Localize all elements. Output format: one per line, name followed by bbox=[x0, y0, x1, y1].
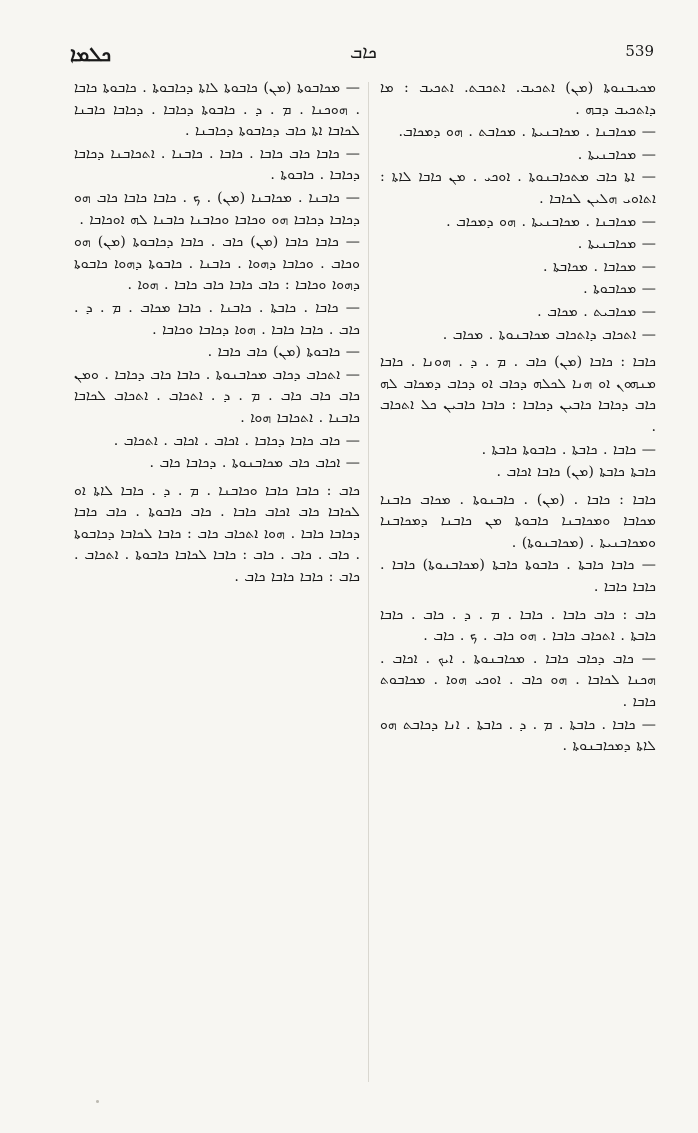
entry-paragraph: — ܟܐܒܐ . ܟܐܒܬܐ . ܟܐܒܢܐ . ܟܐܒܐ ܡܟܐܒ . ܡ . ܕ . ܟܐܒ . ܟܐܒܐ ܟܐܒܐ . ܗܘܐ ܕܟܐܒܐ ܘܟܐܒܐ . bbox=[74, 299, 360, 338]
entry-paragraph: — ܡܟܐܒܢܝܬܐ . bbox=[577, 236, 656, 253]
entry-headword-paragraph: ܟܐܒ : ܟܐܒܐ ܟܐܒܐ ܘܟܐܒܢܐ . ܡ . ܕ . ܟܐܒܐ ܠܐܬܐ ܐܘ ܠܟܐܒܐ ܟܐܒ ܐܟܐܒ ܟܐܒܐ . ܟܐܒ ܟܐܒܘܬܐ . ܟܐܒ ܟܐܒܐ ܕܟܐܒܐ ܟܐܒܐ . ܗܘܐ ܐܬܟܐܒ ܟܐܒ : ܟܐܒܐ ܠܟܐܒܐ ܕܟܐܒܘܬܐ . ܟܐܒ . ܟܐܒ . ܟܐܒ : ܟܐܒܐ ܠܟܐܒܐ ܟܐܒܘܬܐ . ܐܬܟܐܒ . ܟܐܒ : ܟܐܒܐ ܟܐܒܐ ܟܐܒ . bbox=[74, 482, 360, 586]
entry-paragraph: — ܐܬܟܐܒ ܕܟܐܒ ܡܟܐܒܢܘܬܐ . ܟܐܒܐ ܟܐܒ ܕܟܐܒܐ . ܘܡܢ ܟܐܒ ܟܐܒ ܟܐܒ . ܡ . ܕ . ܐܬܟܐܒ . ܐܬܟܐܒ ܠܟܐܒܐ ܟܐܒܢܐ . ܐܬܟܐܒܐ ܗܘܐ . bbox=[74, 366, 360, 426]
entry-paragraph: — ܟܐܒܐ . ܟܐܒܬܐ . ܟܐܒܘܬܐ ܟܐܒܬܐ . bbox=[481, 441, 656, 458]
entry-paragraph: — ܐܬܐ ܟܐܒ ܡܬܟܐܒܢܘܬܐ . ܐܘܟܝ . ܡܢ ܟܐܒܐ ܠܐܬܐ : ܐܬܐܘܝ ܗܠܝܢ ܠܟܐܒܐ . bbox=[380, 169, 656, 207]
entry-paragraph: — ܟܐܒ ܕܟܐܒ ܟܐܒܐ . ܡܟܐܒܢܘܬܐ . ܐܝܟ . ܐܟܐܒ . ܗܟܢܐ ܠܟܐܒܐ . ܗܘ ܟܐܒ . ܐܘܟܝ ܗܘܐ . ܡܟܐܒܘܬ ܟܐܒܐ . bbox=[380, 650, 656, 711]
column-divider bbox=[368, 82, 369, 1082]
entry-paragraph: ܡܟܝܒܢܘܬܐ (ܡܢ) ܐܬܟܝܒ. ܐܬܟܒܬ. ܐܬܟܝܒ : ܡܐ ܕܐܬܟܝܒ ܕܒܗ . bbox=[380, 80, 656, 118]
entry-paragraph: — ܡܟܐܒܐ . ܡܟܐܒܬܐ . bbox=[542, 258, 656, 275]
entry-headword-paragraph: ܟܐܒܐ : ܟܐܒܐ (ܡܢ) ܟܐܒ . ܡ . ܕ . ܗܘܢܐ . ܟܐܒܐ ܡܢܗܘܢ ܐܘ ܗܢܐ ܠܟܠܗ ܕܟܐܒ ܐܘ ܕܟܐܒ ܕܡܟܐܒ ܠܗ ܟܐܒ ܕܟܐܒܐ ܟܐܒܝܢ ܕܟܐܒܐ : ܟܐܒܐ ܟܐܒܝܢ ܟܠ ܐܬܟܐܒ . bbox=[380, 354, 656, 435]
entry-paragraph: — ܟܐܒܢܐ . ܡܟܐܒܢܐ (ܡܢ) . ܟ . ܟܐܒܐ ܟܐܒܐ ܟܐܒ ܗܘ ܕܟܐܒܐ ܕܟܐܒܐ ܗܘ ܘܟܐܒܐ ܘܟܐܒܢܐ ܟܐܒܢܐ ܠܗ ܐܘܟܐܒܐ . bbox=[74, 189, 360, 228]
entry-paragraph: — ܟܐܒܐ ܟܐܒܬܐ . ܟܐܒܘܬܐ ܟܐܒܬܐ (ܡܟܐܒܢܘܬܐ) ܟܐܒܐ . ܟܐܒܐ ܟܐܒܐ . bbox=[380, 557, 656, 596]
entry-paragraph: — ܟܐܒ ܟܐܒܐ ܕܟܐܒܐ . ܐܟܐܒ . ܐܟܐܒ . ܐܬܟܐܒ . bbox=[113, 432, 360, 449]
running-head-center: ܟܐܒ bbox=[350, 42, 377, 63]
entry-paragraph: ܟܐܒܬܐ ܟܐܒܬܐ (ܡܢ) ܟܐܒܐ ܐܟܐܒ . bbox=[496, 464, 656, 481]
entry-paragraph: — ܡܟܐܒܝܬ . ܡܟܐܒ . bbox=[537, 303, 656, 320]
entry-paragraph: — ܡܟܐܒܢܐ . ܡܟܐܒܢܝܬܐ . ܗܘ ܕܡܟܐܒ . bbox=[446, 213, 656, 230]
entry-headword-paragraph: ܟܐܒܐ : ܟܐܒܐ . (ܡܢ) . ܟܐܒܢܘܬܐ . ܡܟܐܒ ܟܐܒܢܐ ܡܟܐܒܐ ܘܡܟܐܒܢܐ ܟܐܒܘܬܐ ܡܢ ܟܐܒܢܐ ܕܡܟܐܒܢܐ ܘܡܟܐܒܢܝܬܐ . (ܡܟܐܒܢܘܬܐ) . bbox=[380, 491, 656, 551]
page-header bbox=[70, 38, 654, 68]
right-column bbox=[380, 78, 656, 759]
running-head-left: ܟܠܡܐ bbox=[70, 42, 112, 66]
entry-paragraph: — ܟܐܒܐ ܟܐܒܐ (ܡܢ) ܟܐܒ . ܟܐܒܐ ܕܟܐܒܘܬܐ (ܡܢ) ܗܘ ܘܟܐܒ . ܘܟܐܒܐ ܕܗܘܐ . ܟܐܒܢܐ . ܟܐܒܘܬܐ ܕܗܘܐ ܟܐܒܘܬܐ ܕܗܘܐ ܘܟܐܒܐ : ܟܐܒ ܟܐܒܐ ܟܐܒ ܟܐܒܐ . ܗܘܐ . bbox=[74, 234, 360, 294]
entry-paragraph: — ܡܟܐܒܘܬܐ . bbox=[583, 281, 656, 298]
entry-paragraph: — ܡܟܐܒܢܝܬܐ . bbox=[577, 146, 656, 163]
entry-paragraph: — ܟܐܒܐ . ܟܐܒܬܐ . ܡ . ܕ . ܟܐܒܬܐ . ܐܢܐ ܕܟܐܒܬ ܗܘ ܠܐܬܐ ܕܡܟܐܒܢܘܬܐ . bbox=[380, 716, 656, 755]
entry-paragraph: — ܡܟܐܒܢܐ . ܡܟܐܒܢܝܬܐ . ܡܟܐܒܬ . ܗܘ ܕܡܟܐܒ. bbox=[398, 124, 656, 141]
page-speck bbox=[96, 1100, 99, 1103]
left-column bbox=[74, 78, 360, 590]
entry-paragraph: — ܐܟܐܒ ܟܐܒ ܡܟܐܒܢܘܬܐ . ܕܟܐܒܐ ܟܐܒ . bbox=[149, 455, 360, 472]
entry-paragraph: — ܟܐܒܘܬܐ (ܡܢ) ܟܐܒ ܟܐܒܐ . bbox=[207, 344, 360, 361]
entry-headword-paragraph: ܟܐܒ : ܟܐܒ ܟܐܒܐ . ܟܐܒܐ . ܡ . ܕ . ܟܐܒ . ܟܐܒܐ ܟܐܒܬܐ . ܐܬܟܐܒ ܟܐܒܐ . ܗܘ ܟܐܒ . ܟ . ܟܐܒ . bbox=[380, 606, 656, 645]
entry-paragraph: — ܟܐܒܐ ܟܐܒ ܟܐܒܐ . ܟܐܒܐ . ܟܐܒܢܐ . ܐܬܟܐܒܢܐ ܕܟܐܒܐ ܕܟܐܒܐ . ܟܐܒܘܬܐ . bbox=[74, 145, 360, 184]
page-number: 539 bbox=[625, 42, 654, 60]
entry-paragraph: — ܡܟܐܒܘܬܐ (ܡܢ) ܟܐܒܘܬܐ ܠܐܬܐ ܕܟܐܒܘܬܐ . ܟܐܒܘܬܐ ܟܐܒܐ . ܗܘܟܢܐ . ܡ . ܕ . ܟܐܒܘܬܐ ܕܟܐܒܐ . ܕܟܐܒܐ ܟܐܒܢܐ ܠܟܐܒܐ ܐܬܐ ܟܐܒ ܕܟܐܒܘܬܐ ܕܟܐܒܢܐ . bbox=[74, 80, 360, 140]
entry-paragraph: — ܐܬܟܐܒ ܕܐܬܟܐܒ ܡܟܐܒܢܘܬܐ . ܡܟܐܒ . bbox=[442, 326, 656, 343]
